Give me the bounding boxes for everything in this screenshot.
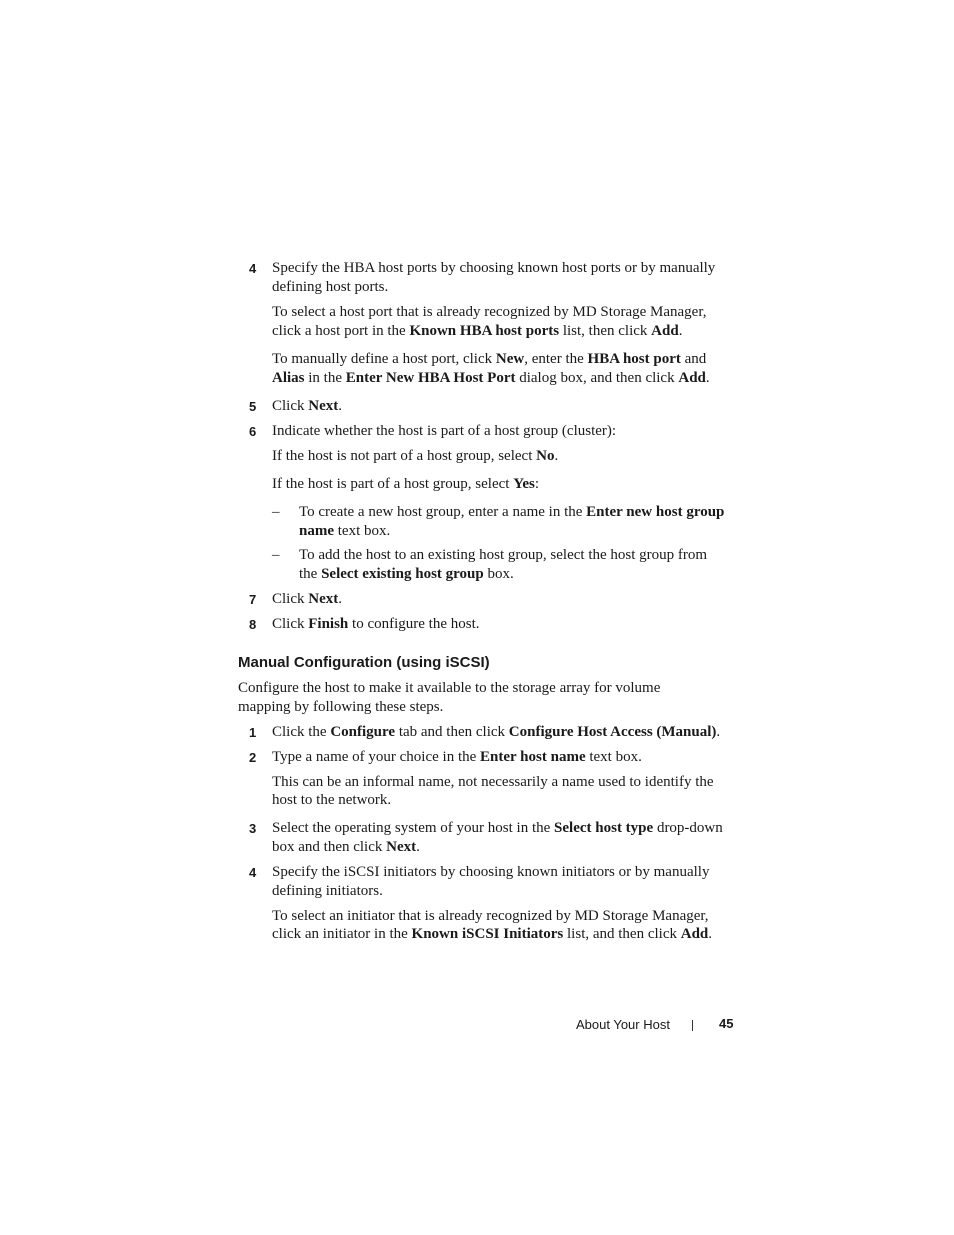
paragraph-line: This can be an informal name, not necessarily a name used to identify the — [272, 774, 714, 790]
page-number: 45 — [719, 1016, 734, 1031]
step-text: Indicate whether the host is part of a host group (cluster): — [272, 423, 617, 439]
footer-section-title: About Your Host — [576, 1017, 670, 1032]
paragraph-line: click a host port in the Known HBA host ports list, then click Add. — [272, 323, 683, 339]
step-number: 4 — [249, 261, 257, 276]
step-number: 6 — [249, 424, 257, 439]
step-text: defining host ports. — [272, 279, 389, 295]
step-number: 7 — [249, 592, 257, 607]
step-number: 8 — [249, 617, 257, 632]
paragraph-line: host to the network. — [272, 792, 392, 808]
step-text: Click Next. — [272, 591, 342, 607]
step-text: defining initiators. — [272, 883, 383, 899]
bullet-text: To add the host to an existing host group, select the host group from — [299, 547, 708, 563]
step-number: 4 — [249, 865, 257, 880]
footer-separator — [692, 1020, 693, 1031]
paragraph-line: If the host is part of a host group, select Yes: — [272, 476, 540, 492]
step-number: 1 — [249, 725, 257, 740]
bullet-text: the Select existing host group box. — [299, 566, 514, 582]
paragraph-line: To manually define a host port, click New, enter the HBA host port and — [272, 351, 707, 367]
intro-line: Configure the host to make it available to the storage array for volume — [238, 680, 661, 696]
bullet-text: To create a new host group, enter a name in the Enter new host group — [299, 504, 725, 520]
step-text: Specify the HBA host ports by choosing known host ports or by manually — [272, 260, 716, 276]
step-text: Specify the iSCSI initiators by choosing known initiators or by manually — [272, 864, 710, 880]
step-text: box and then click Next. — [272, 839, 420, 855]
step-number: 5 — [249, 399, 257, 414]
step-text: Click Next. — [272, 398, 342, 414]
paragraph-line: If the host is not part of a host group, select No. — [272, 448, 559, 464]
dash-bullet: – — [272, 547, 280, 563]
step-number: 3 — [249, 821, 257, 836]
step-text: Select the operating system of your host in the Select host type drop-down — [272, 820, 723, 836]
paragraph-line: To select an initiator that is already recognized by MD Storage Manager, — [272, 908, 709, 924]
paragraph-line: click an initiator in the Known iSCSI Initiators list, and then click Add. — [272, 926, 713, 942]
bullet-text: name text box. — [299, 523, 391, 539]
step-text: Click the Configure tab and then click Configure Host Access (Manual). — [272, 724, 721, 740]
section-heading: Manual Configuration (using iSCSI) — [238, 654, 490, 671]
paragraph-line: To select a host port that is already recognized by MD Storage Manager, — [272, 304, 707, 320]
step-number: 2 — [249, 750, 257, 765]
step-text: Click Finish to configure the host. — [272, 616, 480, 632]
paragraph-line: Alias in the Enter New HBA Host Port dialog box, and then click Add. — [272, 370, 710, 386]
intro-line: mapping by following these steps. — [238, 699, 444, 715]
step-text: Type a name of your choice in the Enter host name text box. — [272, 749, 642, 765]
dash-bullet: – — [272, 504, 280, 520]
